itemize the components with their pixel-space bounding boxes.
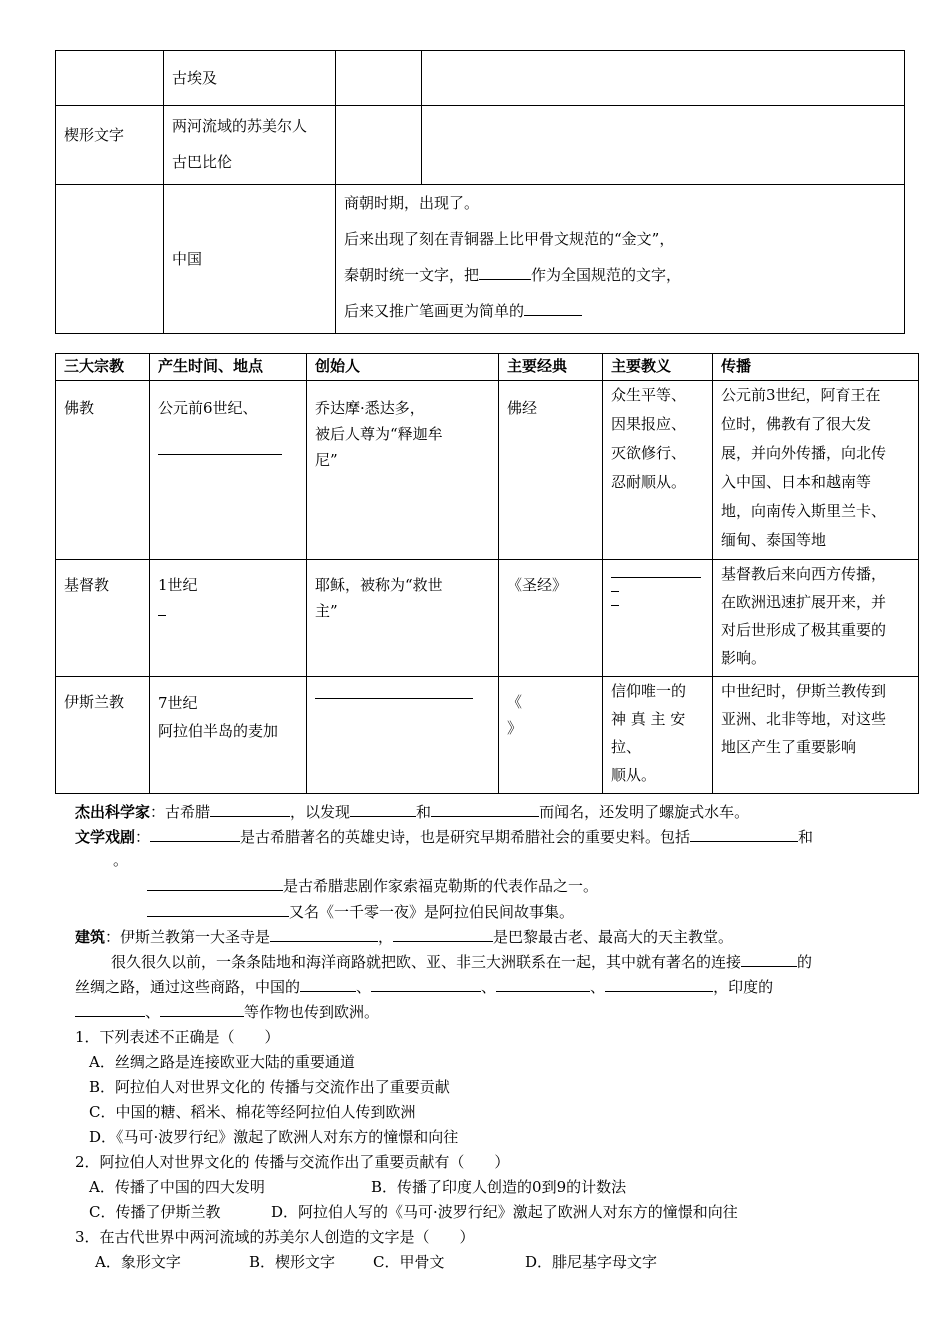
doctrine-line: 神 真 主 安 xyxy=(611,710,686,728)
spread-line: 基督教后来向西方传播， xyxy=(721,565,887,583)
silk-road-line-3: 、 等作物也传到欧洲。 xyxy=(75,1000,379,1024)
blank-field[interactable] xyxy=(371,977,481,992)
religion-row-christianity: 基督教 1世纪 耶稣，被称为“救世 主” 《圣经》 基督教后来向西方传播， 在欧洲迅速扩展开来，并 对后世形成了极其重要的 影响。 xyxy=(56,560,919,677)
blank-field[interactable] xyxy=(210,802,290,817)
doctrine-line: 顺从。 xyxy=(611,766,657,784)
china-line-2: 后来出现了刻在青铜器上比甲骨文规范的“金文”， xyxy=(344,230,675,248)
writing-cell-empty xyxy=(56,185,164,334)
question-3-option-b[interactable]: B．楔形文字 xyxy=(249,1253,336,1271)
literature-line-2: 是古希腊悲剧作家索福克勒斯的代表作品之一。 xyxy=(147,874,598,898)
religion-table xyxy=(55,353,919,794)
writing-cuneiform: 楔形文字 xyxy=(64,126,125,144)
blank-cell xyxy=(336,51,422,106)
spread-line: 亚洲、北非等地，对这些 xyxy=(721,710,887,728)
blank-field[interactable] xyxy=(147,876,283,891)
header-cell: 传播 xyxy=(713,354,919,381)
doctrine-line: 忍耐顺从。 xyxy=(611,473,687,491)
doctrine-line: 信仰唯一的 xyxy=(611,682,687,700)
region-china: 中国 xyxy=(172,250,203,268)
religion-row-islam: 伊斯兰教 7世纪 阿拉伯半岛的麦加 《 》 信仰唯一的 神 真 主 安 拉、 顺从。 中世纪时，伊斯兰教传到 亚洲、北非等地，对这些 地区产生了重要影响 xyxy=(56,677,919,794)
spread-line: 对后世形成了极其重要的 xyxy=(721,621,887,639)
question-2-option-c[interactable]: C．传播了伊斯兰教 xyxy=(89,1203,221,1221)
origin-time: 7世纪 xyxy=(158,694,198,712)
spread-line: 缅甸、泰国等地 xyxy=(721,531,827,549)
scientist-line: 杰出科学家：古希腊 ，以发现 和 而闻名，还发明了螺旋式水车。 xyxy=(75,803,750,821)
silk-road-line-1: 很久很久以前，一条条陆地和海洋商路就把欧、亚、非三大洲联系在一起，其中就有著名的连接 的 xyxy=(111,953,813,971)
blank-field[interactable] xyxy=(315,684,473,699)
origin-place: 阿拉伯半岛的麦加 xyxy=(158,722,279,740)
blank-cell xyxy=(422,106,905,185)
classic: 《 xyxy=(507,693,523,711)
literature-line-3: 又名《一千零一夜》是阿拉伯民间故事集。 xyxy=(147,900,574,924)
blank-field[interactable] xyxy=(524,301,582,316)
region-egypt: 古埃及 xyxy=(172,69,218,87)
spread-line: 中世纪时，伊斯兰教传到 xyxy=(721,682,887,700)
blank-field[interactable] xyxy=(158,601,166,616)
region-sumer: 两河流域的苏美尔人 xyxy=(172,117,308,135)
blank-field[interactable] xyxy=(75,1002,145,1017)
question-3-option-c[interactable]: C．甲骨文 xyxy=(373,1253,445,1271)
blank-field[interactable] xyxy=(300,977,356,992)
founder: 乔达摩·悉达多， xyxy=(315,399,425,417)
header-cell: 三大宗教 xyxy=(56,354,150,381)
blank-field[interactable] xyxy=(150,827,240,842)
blank-field[interactable] xyxy=(479,265,531,280)
china-line-3: 秦朝时统一文字，把 作为全国规范的文字， xyxy=(344,266,682,284)
question-2-stem: 2．阿拉伯人对世界文化的 传播与交流作出了重要贡献有（ ） xyxy=(75,1153,510,1171)
question-3-option-d[interactable]: D．腓尼基字母文字 xyxy=(525,1253,658,1271)
question-3-stem: 3．在古代世界中两河流域的苏美尔人创造的文字是（ ） xyxy=(75,1228,475,1246)
header-cell: 主要教义 xyxy=(603,354,713,381)
spread-line: 位时，佛教有了很大发 xyxy=(721,415,872,433)
spread-line: 公元前3世纪，阿育王在 xyxy=(721,386,881,404)
blank-field[interactable] xyxy=(160,1002,244,1017)
question-2-option-a[interactable]: A．传播了中国的四大发明 xyxy=(89,1178,265,1196)
spread-line: 影响。 xyxy=(721,649,767,667)
blank-field[interactable] xyxy=(605,977,713,992)
region-babylon: 古巴比伦 xyxy=(172,153,233,171)
religion-name: 伊斯兰教 xyxy=(64,693,125,711)
founder: 耶稣，被称为“救世 xyxy=(315,576,443,594)
spread-line: 地区产生了重要影响 xyxy=(721,738,857,756)
silk-road-line-2: 丝绸之路，通过这些商路，中国的 、 、 、 ，印度的 xyxy=(75,978,774,996)
religion-name: 佛教 xyxy=(64,399,95,417)
blank-cell xyxy=(422,51,905,106)
blank-field[interactable] xyxy=(147,902,289,917)
question-2-option-d[interactable]: D．阿拉伯人写的《马可·波罗行纪》激起了欧洲人对东方的憧憬和向往 xyxy=(271,1203,738,1221)
blank-field[interactable] xyxy=(690,827,798,842)
religion-name: 基督教 xyxy=(64,576,110,594)
doctrine-line: 因果报应、 xyxy=(611,415,687,433)
region-cell xyxy=(164,51,336,106)
blank-field[interactable] xyxy=(431,802,539,817)
doctrine-line: 灭欲修行、 xyxy=(611,444,687,462)
origin-time: 公元前6世纪、 xyxy=(158,399,258,417)
blank-field[interactable] xyxy=(496,977,590,992)
blank-cell xyxy=(336,106,422,185)
question-1-option-d[interactable]: D．《马可·波罗行纪》激起了欧洲人对东方的憧憬和向往 xyxy=(89,1128,459,1146)
spread-line: 展，并向外传播，向北传 xyxy=(721,444,887,462)
architecture-line: 建筑：伊斯兰教第一大圣寺是 ， 是巴黎最古老、最高大的天主教堂。 xyxy=(75,928,734,946)
doctrine-line: 拉、 xyxy=(611,738,642,756)
question-1-option-c[interactable]: C．中国的糖、稻米、棉花等经阿拉伯人传到欧洲 xyxy=(89,1103,416,1121)
question-1-option-a[interactable]: A．丝绸之路是连接欧亚大陆的重要通道 xyxy=(89,1053,355,1071)
classic: 《圣经》 xyxy=(507,576,568,594)
blank-field[interactable] xyxy=(741,952,797,967)
header-cell: 产生时间、地点 xyxy=(150,354,307,381)
header-cell: 创始人 xyxy=(307,354,499,381)
question-3-option-a[interactable]: A．象形文字 xyxy=(95,1253,181,1271)
literature-line-end: 。 xyxy=(113,851,129,869)
blank-field[interactable] xyxy=(393,927,493,942)
question-1-stem: 1．下列表述不正确是（ ） xyxy=(75,1028,280,1046)
blank-field[interactable] xyxy=(158,440,282,455)
china-writing-cell xyxy=(336,185,905,334)
spread-line: 在欧洲迅速扩展开来，并 xyxy=(721,593,887,611)
blank-field[interactable] xyxy=(611,563,701,578)
header-cell: 主要经典 xyxy=(499,354,603,381)
classic: 佛经 xyxy=(507,399,538,417)
spread-line: 入中国、日本和越南等 xyxy=(721,473,872,491)
china-line-4: 后来又推广笔画更为简单的 xyxy=(344,293,896,329)
spread-line: 地，向南传入斯里兰卡、 xyxy=(721,502,887,520)
origin-time: 1世纪 xyxy=(158,576,198,594)
question-1-option-b[interactable]: B．阿拉伯人对世界文化的 传播与交流作出了重要贡献 xyxy=(89,1078,450,1096)
writing-cell-empty xyxy=(56,51,164,106)
question-2-option-b[interactable]: B．传播了印度人创造的0到9的计数法 xyxy=(371,1178,627,1196)
religion-row-buddhism: 佛教 公元前6世纪、 乔达摩·悉达多， 被后人尊为“释迦牟 尼” 佛经 众生平等、 因果报应、 灭欲修行、 忍耐顺从。 公元前3世纪，阿育王在 位时，佛教有了很大发 展，并向外传播，向北传 入中国、日本和越南等 地，向南传入斯里兰卡、 缅甸、泰国等地 xyxy=(56,381,919,560)
region-cell xyxy=(164,106,336,185)
blank-field[interactable] xyxy=(611,591,619,606)
blank-field[interactable] xyxy=(270,927,378,942)
literature-line: 文学戏剧： 是古希腊著名的英雄史诗，也是研究早期希腊社会的重要史料。包括 和 xyxy=(75,828,814,846)
blank-field[interactable] xyxy=(350,802,416,817)
region-cell xyxy=(164,185,336,334)
writing-cell xyxy=(56,106,164,185)
writing-table xyxy=(55,50,905,334)
china-line-1: 商朝时期，出现了。 xyxy=(344,194,480,212)
doctrine-line: 众生平等、 xyxy=(611,386,687,404)
